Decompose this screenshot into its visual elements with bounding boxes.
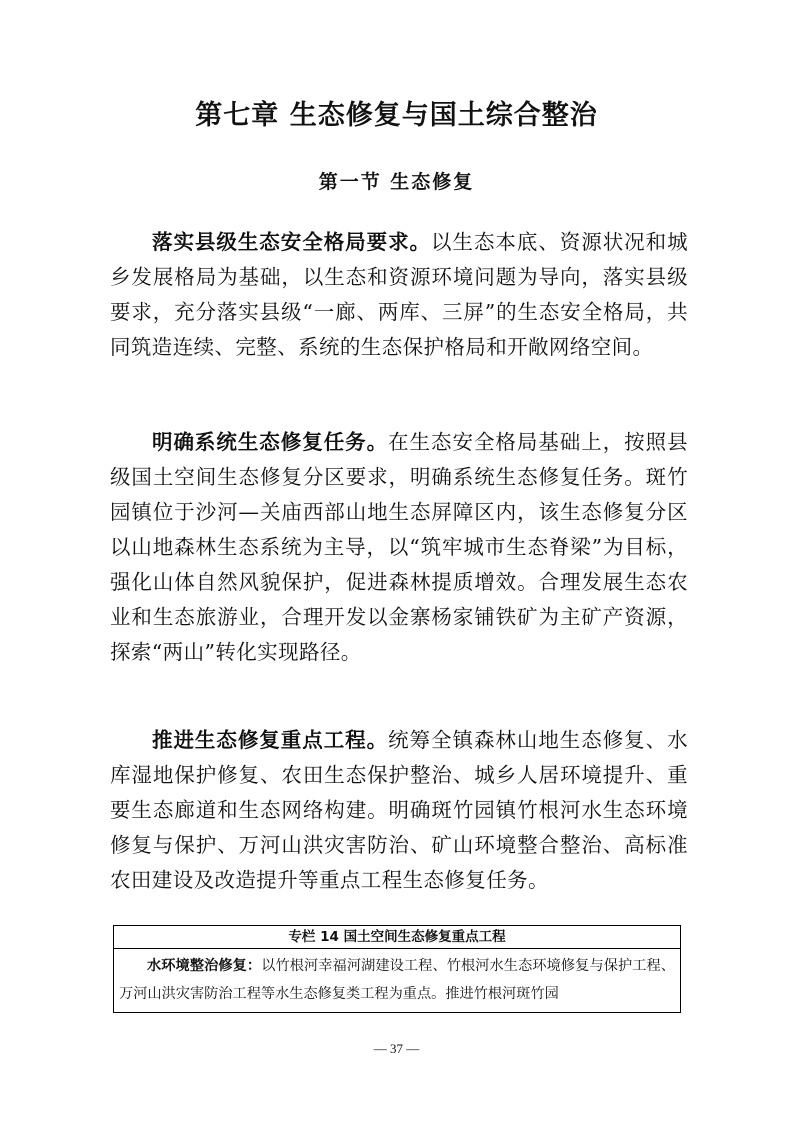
section-title: 第一节 生态修复 <box>318 171 475 193</box>
box-lead: 水环境整治修复： <box>147 958 262 974</box>
paragraph-lead: 落实县级生态安全格局要求。 <box>152 230 432 254</box>
page-number: — 37 — <box>373 1041 420 1056</box>
box-text: 以竹根河幸福河湖建设工程、竹根河水生态环境修复与保护工程、万河山洪灾害防治工程等水生态修复类工程为重点。推进竹根河斑竹园 <box>119 958 675 1002</box>
project-column-box <box>113 925 681 1013</box>
paragraph-lead: 推进生态修复重点工程。 <box>152 728 389 752</box>
box-body <box>114 949 680 1008</box>
paragraph-restoration-tasks <box>110 425 688 670</box>
paragraph-body: 在生态安全格局基础上，按照县级国土空间生态修复分区要求，明确系统生态修复任务。斑竹园镇位于沙河—关庙西部山地生态屏障区内，该生态修复分区以山地森林生态系统为主导，以“筑牢城市生态脊梁”为目标，强化山体自然风貌保护，促进森林提质增效。合理发展生态农业和生态旅游业，合理开发以金寨杨家铺铁矿为主矿产资源，探索“两山”转化实现路径。 <box>110 430 688 664</box>
paragraph-key-projects <box>110 723 688 898</box>
box-title: 专栏 14 国土空间生态修复重点工程 <box>114 926 680 949</box>
chapter-title: 第七章 生态修复与国土综合整治 <box>195 100 598 131</box>
paragraph-lead: 明确系统生态修复任务。 <box>152 430 389 454</box>
paragraph-ecological-security <box>110 225 688 365</box>
paragraph-body: 统筹全镇森林山地生态修复、水库湿地保护修复、农田生态保护整治、城乡人居环境提升、重要生态廊道和生态网络构建。明确斑竹园镇竹根河水生态环境修复与保护、万河山洪灾害防治、矿山环境整合整治、高标准农田建设及改造提升等重点工程生态修复任务。 <box>110 728 688 892</box>
paragraph-body: 以生态本底、资源状况和城乡发展格局为基础，以生态和资源环境问题为导向，落实县级要求，充分落实县级“一廊、两库、三屏”的生态安全格局，共同筑造连续、完整、系统的生态保护格局和开敞网络空间。 <box>110 230 688 359</box>
